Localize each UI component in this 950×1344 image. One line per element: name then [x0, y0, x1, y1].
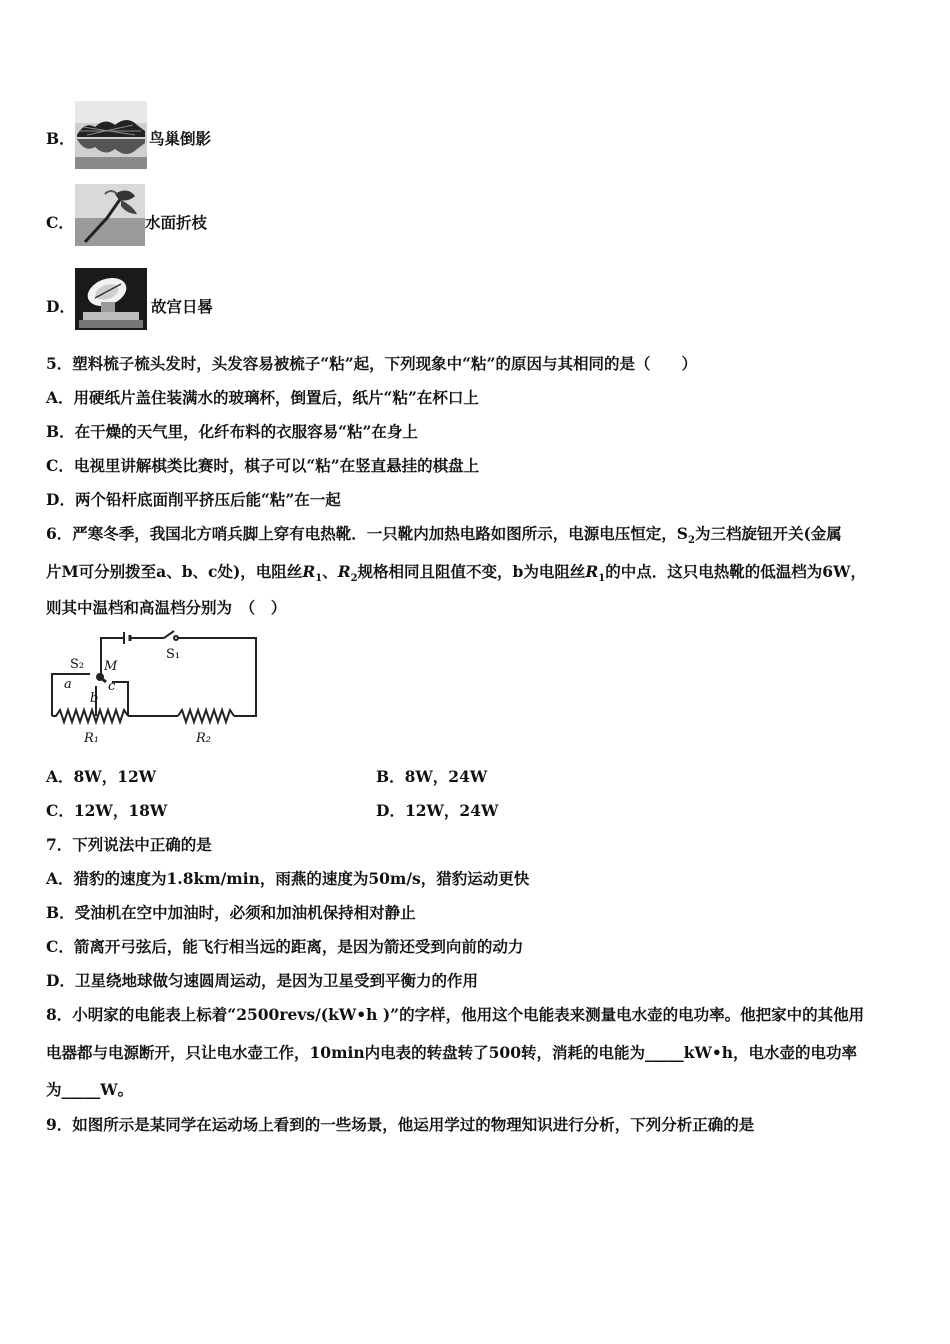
forbidden-city-sundial-photo-icon	[75, 268, 147, 330]
bent-branch-in-water-photo-icon	[75, 184, 145, 246]
bird-nest-reflection-photo-icon	[75, 101, 147, 169]
q5-option-a: A．用硬纸片盖住装满水的玻璃杯，倒置后，纸片“粘”在杯口上	[46, 388, 479, 407]
circuit-label-a: a	[64, 677, 72, 692]
q5-option-c: C．电视里讲解棋类比赛时，棋子可以“粘”在竖直悬挂的棋盘上	[46, 456, 480, 475]
q6-stem-line3: 则其中温档和高温档分别为 （ ）	[46, 598, 287, 617]
q8-stem-line1: 8．小明家的电能表上标着“2500revs/(kW•h )”的字样，他用这个电能表来测量电水壶的电功率。他把家中的其他用	[46, 1005, 865, 1024]
q9-stem: 9．如图所示是某同学在运动场上看到的一些场景，他运用学过的物理知识进行分析，下列分析正确的是	[46, 1115, 755, 1134]
q7-option-d: D．卫星绕地球做匀速圆周运动，是因为卫星受到平衡力的作用	[46, 971, 478, 990]
q7-option-c: C．箭离开弓弦后，能飞行相当远的距离，是因为箭还受到向前的动力	[46, 937, 524, 956]
q5-option-d: D．两个铅杆底面削平挤压后能“粘”在一起	[46, 490, 341, 509]
q5-option-b: B．在干燥的天气里，化纤布料的衣服容易“粘”在身上	[46, 422, 418, 441]
circuit-label-s1: S₁	[166, 647, 181, 662]
circuit-label-m: M	[104, 659, 118, 674]
circuit-label-b: b	[90, 691, 99, 706]
circuit-label-r2: R₂	[196, 731, 211, 746]
q7-stem: 7．下列说法中正确的是	[46, 835, 212, 854]
circuit-label-r1: R₁	[84, 731, 99, 746]
q6-stem-line1: 6．严寒冬季，我国北方哨兵脚上穿有电热靴．一只靴内加热电路如图所示，电源电压恒定，$S_2$为三档旋钮开关(金属	[46, 524, 842, 547]
q6-circuit-diagram	[46, 630, 266, 750]
q4-option-c-letter: C．	[46, 213, 74, 232]
q6-option-d: D．12W，24W	[376, 801, 499, 820]
q8-stem-line2: 电器都与电源断开，只让电水壶工作，10min内电表的转盘转了500转，消耗的电能为_____kW•h，电水壶的电功率	[46, 1043, 858, 1062]
q4-option-d-letter: D．	[46, 297, 75, 316]
q7-option-a: A．猎豹的速度为1.8km/min，雨燕的速度为50m/s，猎豹运动更快	[46, 869, 530, 888]
q6-option-c: C．12W，18W	[46, 801, 168, 820]
circuit-label-c: c	[108, 679, 116, 694]
q7-option-b: B．受油机在空中加油时，必须和加油机保持相对静止	[46, 903, 416, 922]
q4-option-d-caption: 故宫日晷	[151, 297, 214, 316]
q6-option-a: A．8W，12W	[46, 767, 157, 786]
q4-option-b-letter: B．	[46, 129, 75, 148]
q6-option-b: B．8W，24W	[376, 767, 488, 786]
q6-stem-line2: 片M可分别拨至a、b、c处)，电阻丝$R_1$、$R_2$规格相同且阻值不变，b为电阻丝$R_1$的中点．这只电热靴的低温档为6W，	[46, 562, 866, 585]
q5-stem: 5．塑料梳子梳头发时，头发容易被梳子“粘”起，下列现象中“粘”的原因与其相同的是（ ）	[46, 354, 697, 373]
q8-stem-line3: 为_____W。	[46, 1080, 134, 1099]
q4-option-b-caption: 鸟巢倒影	[149, 129, 212, 148]
circuit-label-s2: S₂	[70, 657, 85, 672]
q4-option-c-caption: 水面折枝	[145, 213, 208, 232]
